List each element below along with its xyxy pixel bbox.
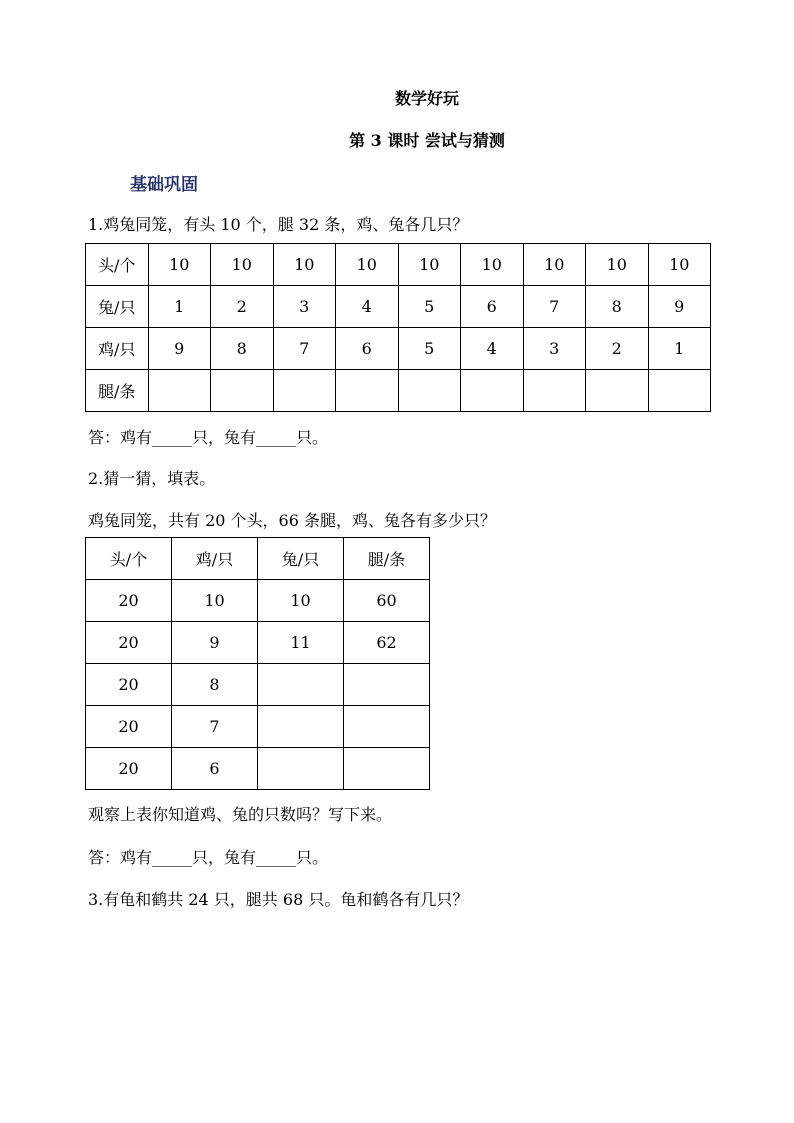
table-cell: 兔/只: [258, 538, 344, 580]
table-cell[interactable]: [398, 370, 461, 412]
page-title: 数学好玩: [394, 89, 459, 108]
table-cell: 鸡/只: [172, 538, 258, 580]
question-3-text: 3.有龟和鹤共 24 只，腿共 68 只。龟和鹤各有几只？: [88, 890, 469, 909]
table-cell: 20: [86, 580, 172, 622]
table-cell: 10: [523, 244, 586, 286]
table-cell: 10: [211, 244, 274, 286]
table-cell: 20: [86, 748, 172, 790]
table-cell: 5: [398, 328, 461, 370]
table-cell: 62: [344, 622, 430, 664]
table-cell: 60: [344, 580, 430, 622]
table-cell: 9: [648, 286, 711, 328]
table-cell: 4: [461, 328, 524, 370]
table-row: [86, 622, 430, 664]
table-row: [86, 370, 711, 412]
table-cell: 6: [336, 328, 399, 370]
question-2-prompt: 鸡兔同笼，共有 20 个头，66 条腿，鸡、兔各有多少只？: [88, 511, 496, 530]
table-cell[interactable]: [258, 664, 344, 706]
table-cell: 3: [273, 286, 336, 328]
table-cell: 10: [336, 244, 399, 286]
table-cell: 10: [648, 244, 711, 286]
table-cell: 10: [586, 244, 649, 286]
question-2-observe: 观察上表你知道鸡、兔的只数吗？写下来。: [88, 805, 393, 824]
table-row: [86, 664, 430, 706]
table-cell: 2: [586, 328, 649, 370]
table-cell: 5: [398, 286, 461, 328]
table-cell: 2: [211, 286, 274, 328]
table-cell: 兔/只: [86, 286, 149, 328]
table-cell: 7: [172, 706, 258, 748]
table-cell: 腿/条: [344, 538, 430, 580]
table-cell[interactable]: [586, 370, 649, 412]
table-cell[interactable]: [344, 706, 430, 748]
table-cell[interactable]: [258, 748, 344, 790]
question-1-table: [85, 243, 711, 412]
table-row: [86, 538, 430, 580]
table-cell[interactable]: [461, 370, 524, 412]
table-row: [86, 328, 711, 370]
question-2-answer: 答：鸡有_____只，兔有_____只。: [88, 848, 329, 867]
section-heading: 基础巩固: [130, 175, 198, 195]
table-cell: 鸡/只: [86, 328, 149, 370]
table-cell[interactable]: [648, 370, 711, 412]
table-row: [86, 706, 430, 748]
table-cell: 6: [461, 286, 524, 328]
table-cell: 10: [398, 244, 461, 286]
table-row: [86, 244, 711, 286]
table-cell: 11: [258, 622, 344, 664]
table-cell: 6: [172, 748, 258, 790]
table-cell: 头/个: [86, 244, 149, 286]
question-1-text: 1.鸡兔同笼，有头 10 个，腿 32 条，鸡、兔各几只？: [88, 215, 469, 234]
table-cell[interactable]: [148, 370, 211, 412]
table-cell[interactable]: [273, 370, 336, 412]
table-cell: 10: [461, 244, 524, 286]
table-cell: 20: [86, 706, 172, 748]
table-cell[interactable]: [211, 370, 274, 412]
lesson-subtitle: 第 3 课时 尝试与猜测: [349, 131, 505, 150]
table-cell: 20: [86, 622, 172, 664]
table-cell: 头/个: [86, 538, 172, 580]
table-row: [86, 286, 711, 328]
table-cell[interactable]: [344, 664, 430, 706]
table-cell[interactable]: [258, 706, 344, 748]
table-cell: 1: [148, 286, 211, 328]
table-cell: 10: [273, 244, 336, 286]
table-cell: 1: [648, 328, 711, 370]
question-2-text: 2.猜一猜，填表。: [88, 469, 216, 488]
table-cell: 10: [148, 244, 211, 286]
table-cell: 10: [258, 580, 344, 622]
question-1-answer: 答：鸡有_____只，兔有_____只。: [88, 428, 329, 447]
table-cell: 9: [148, 328, 211, 370]
table-cell: 10: [172, 580, 258, 622]
table-cell: 7: [523, 286, 586, 328]
table-cell[interactable]: [523, 370, 586, 412]
table-cell: 腿/条: [86, 370, 149, 412]
table-cell[interactable]: [336, 370, 399, 412]
table-row: [86, 580, 430, 622]
question-2-table: [85, 537, 430, 790]
table-row: [86, 748, 430, 790]
table-cell: 9: [172, 622, 258, 664]
table-cell: 8: [172, 664, 258, 706]
table-cell: 8: [586, 286, 649, 328]
table-cell: 7: [273, 328, 336, 370]
table-cell: 20: [86, 664, 172, 706]
table-cell: 4: [336, 286, 399, 328]
table-cell: 3: [523, 328, 586, 370]
table-cell: 8: [211, 328, 274, 370]
table-cell[interactable]: [344, 748, 430, 790]
